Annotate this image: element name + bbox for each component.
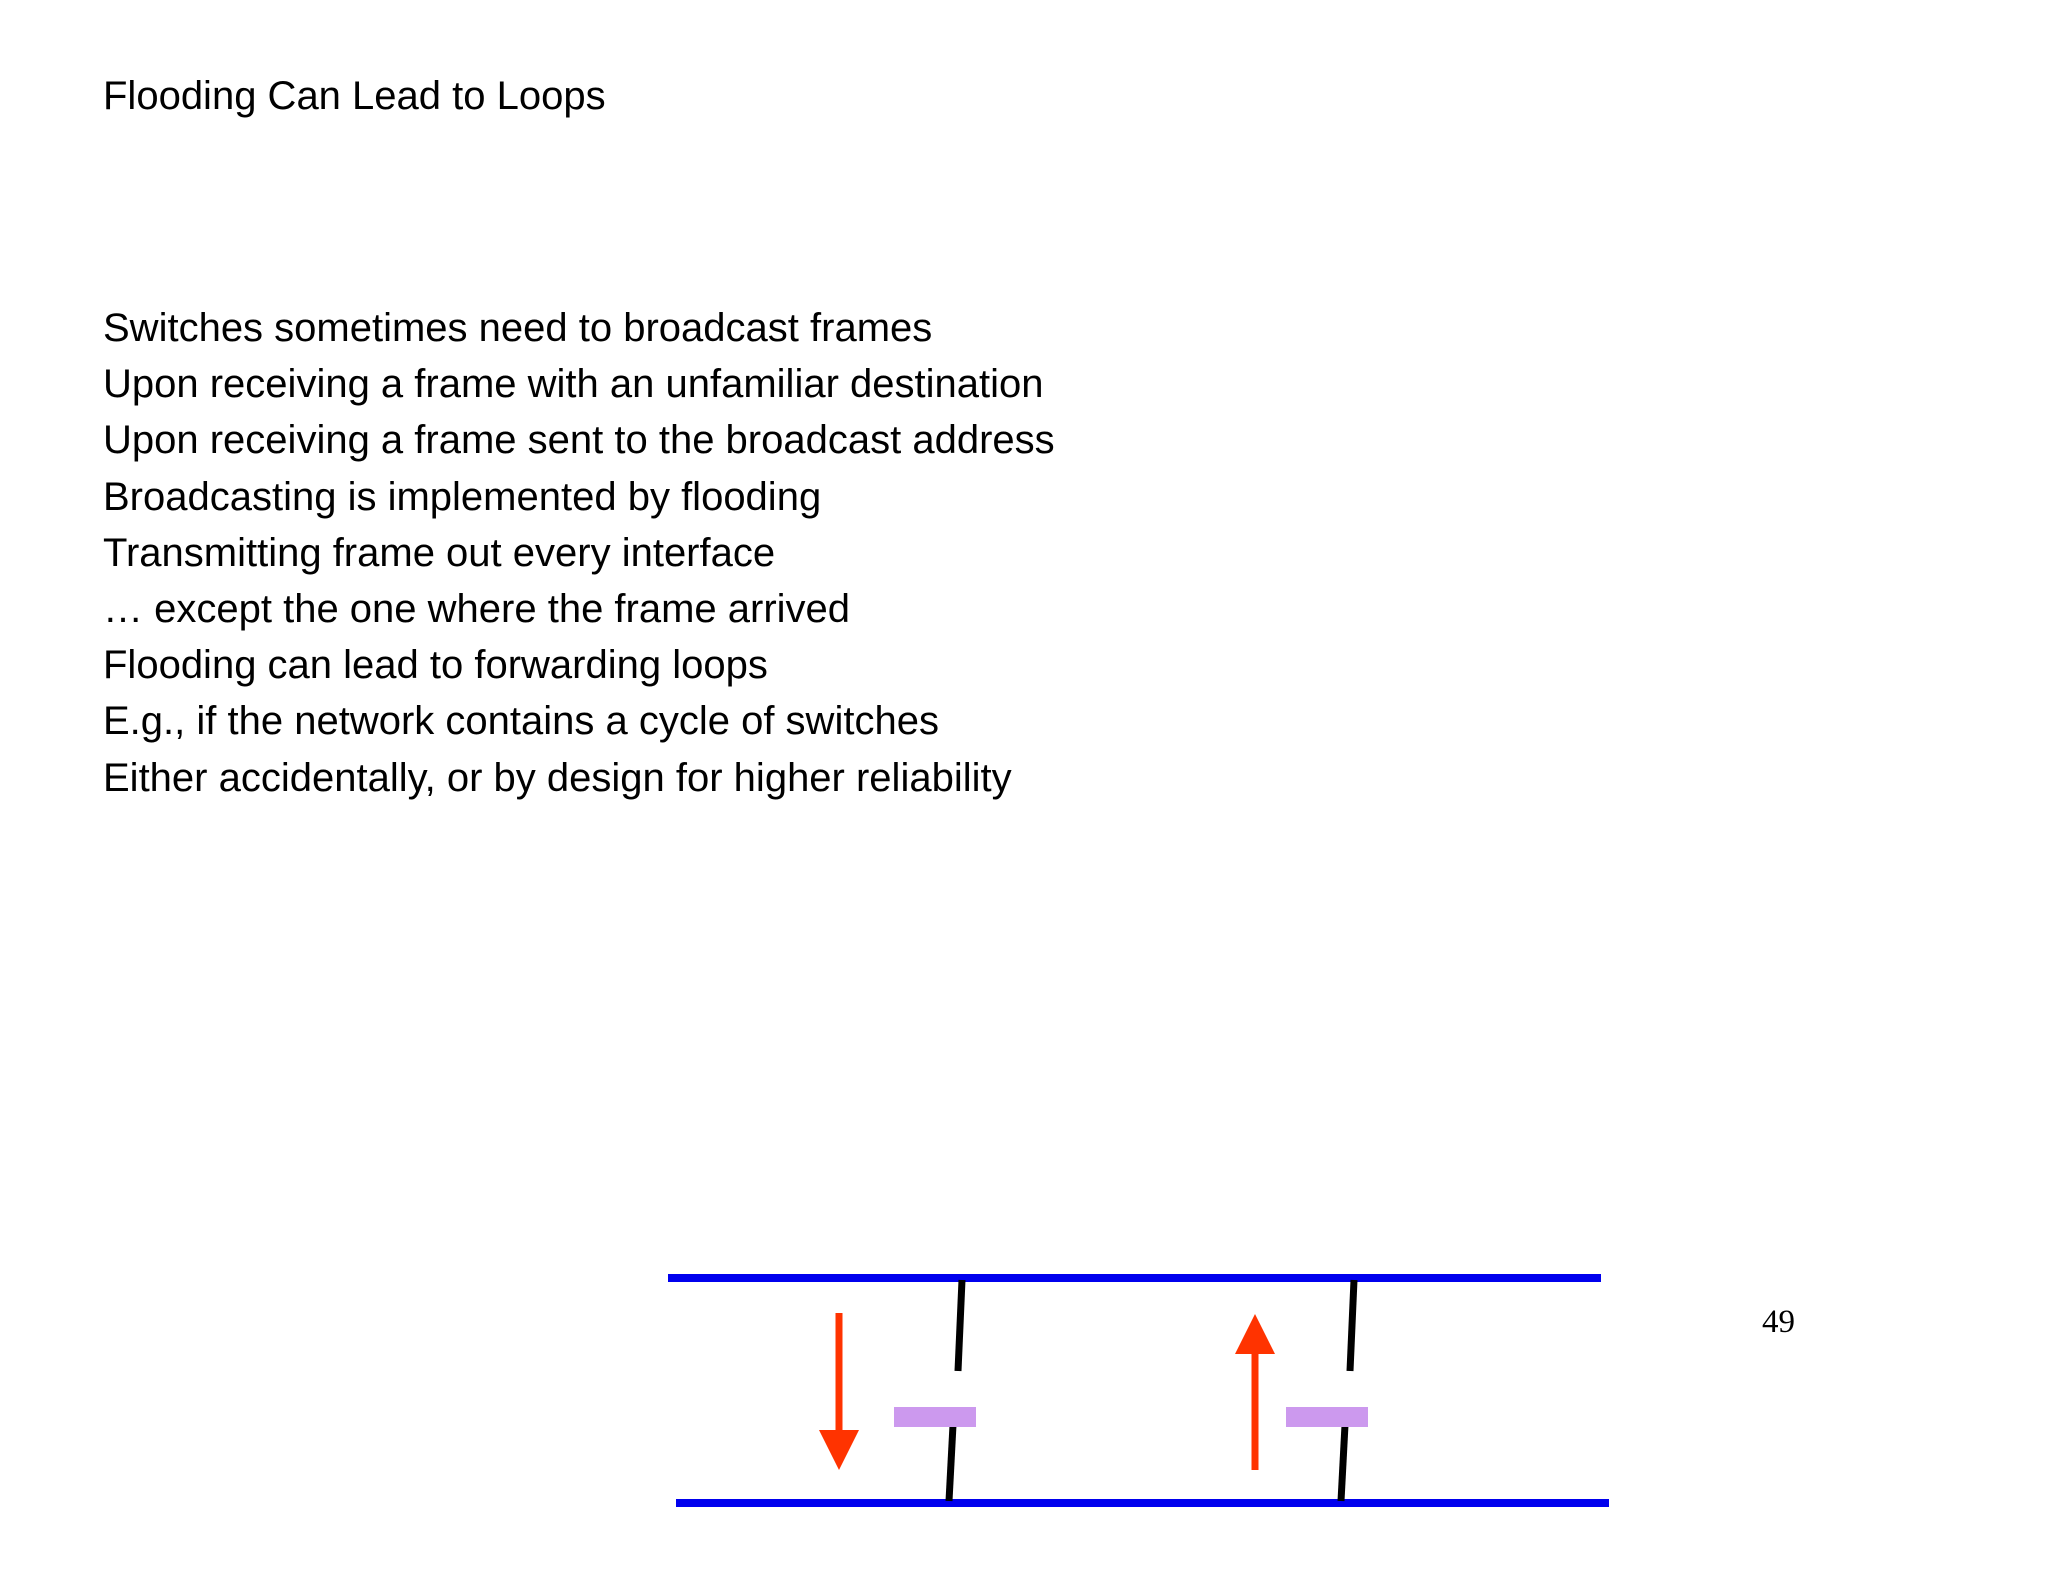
arrow-up-icon [1235, 1314, 1275, 1470]
arrow-down-icon [819, 1313, 859, 1470]
bullet-item: Upon receiving a frame sent to the broadcast address [103, 418, 1055, 463]
right-switch-upper-link [1350, 1280, 1354, 1371]
bullet-item: Switches sometimes need to broadcast frames [103, 306, 933, 350]
bullet-item: E.g., if the network contains a cycle of switches [103, 699, 939, 744]
bullet-item: … except the one where the frame arrived [103, 586, 851, 631]
page-number: 49 [1762, 1304, 1795, 1340]
bullet-item: Broadcasting is implemented by flooding [103, 474, 822, 519]
bullet-item: Either accidentally, or by design for higher reliability [103, 755, 1012, 800]
bullet-item: Transmitting frame out every interface [103, 530, 776, 575]
bullet-item: Flooding can lead to forwarding loops [103, 643, 768, 688]
page-title: Flooding Can Lead to Loops [103, 74, 606, 118]
left-switch-upper-link [958, 1280, 962, 1371]
left-switch-lower-link [949, 1425, 953, 1501]
left-switch [894, 1407, 976, 1427]
right-switch [1286, 1407, 1368, 1427]
bullet-item: Upon receiving a frame with an unfamiliar destination [103, 362, 1044, 407]
right-switch-lower-link [1341, 1425, 1345, 1501]
